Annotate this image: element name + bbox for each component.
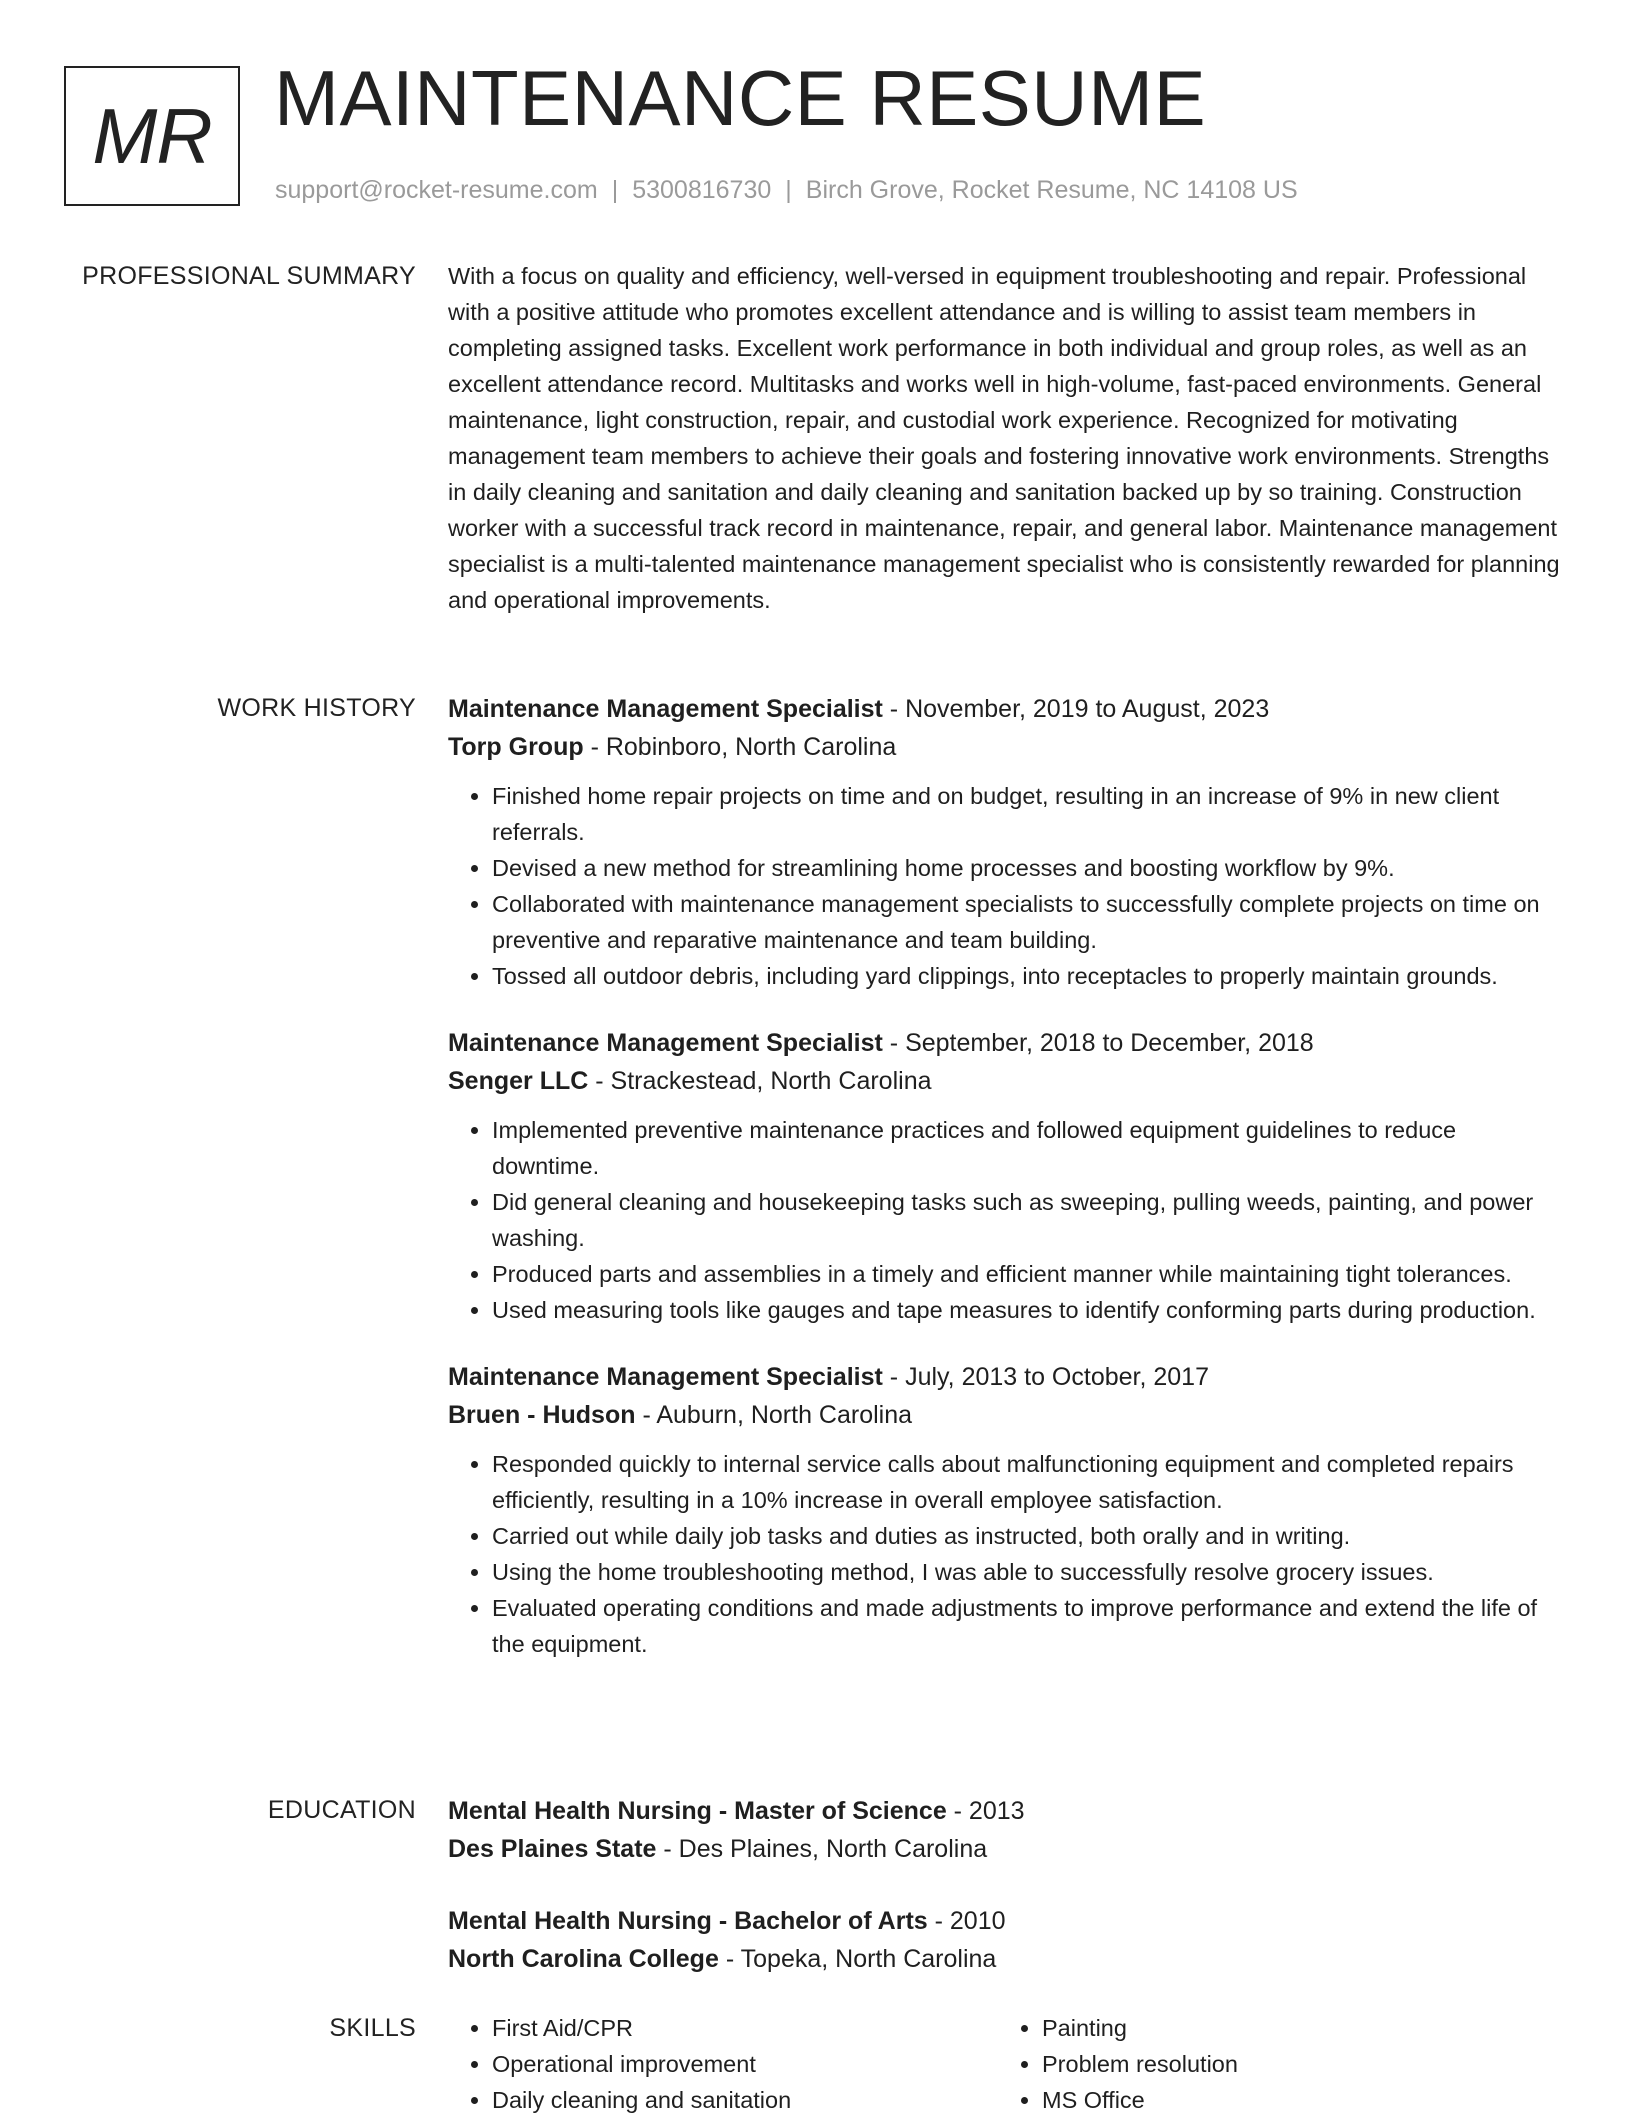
contact-line bbox=[275, 176, 1298, 205]
skills-grid bbox=[448, 2010, 1568, 2118]
education-entry bbox=[448, 1902, 1568, 1978]
contact-address: Birch Grove, Rocket Resume, NC 14108 US bbox=[805, 176, 1298, 204]
list-item: • Implemented preventive maintenance practices and followed equipment guidelines to reduce downtime. bbox=[492, 1112, 1568, 1184]
job-bullets bbox=[448, 1112, 1568, 1328]
list-item: • Devised a new method for streamlining home processes and boosting workflow by 9%. bbox=[492, 850, 1568, 886]
contact-email: support@rocket-resume.com bbox=[275, 176, 598, 204]
employer-line bbox=[448, 728, 1568, 766]
job-entry bbox=[448, 1024, 1568, 1328]
job-bullets bbox=[448, 778, 1568, 994]
school-name: Des Plaines State bbox=[448, 1835, 657, 1863]
job-dates: - November, 2019 to August, 2023 bbox=[882, 695, 1270, 723]
employer-location: - Strackestead, North Carolina bbox=[588, 1067, 932, 1095]
education-body bbox=[448, 1792, 1568, 2012]
employer-name: Bruen - Hudson bbox=[448, 1401, 636, 1429]
contact-separator: | bbox=[785, 176, 792, 204]
initials: MR bbox=[92, 91, 212, 180]
job-title: Maintenance Management Specialist bbox=[448, 1363, 883, 1391]
summary-label: PROFESSIONAL SUMMARY bbox=[82, 262, 416, 290]
list-item: • Using the home troubleshooting method, I was able to successfully resolve grocery issues. bbox=[492, 1554, 1568, 1590]
job-title-line bbox=[448, 1358, 1568, 1396]
list-item: • Produced parts and assemblies in a timely and efficient manner while maintaining tight tolerances. bbox=[492, 1256, 1568, 1292]
list-item: • Finished home repair projects on time and on budget, resulting in an increase of 9% in new client referrals. bbox=[492, 778, 1568, 850]
skills-column-left bbox=[448, 2010, 998, 2118]
list-item: • Did general cleaning and housekeeping tasks such as sweeping, pulling weeds, painting, and power washing. bbox=[492, 1184, 1568, 1256]
skills-column-right bbox=[998, 2010, 1548, 2118]
skills-label: SKILLS bbox=[329, 2014, 416, 2042]
school-line bbox=[448, 1830, 1568, 1868]
list-item: • Painting bbox=[1042, 2010, 1548, 2046]
job-title: Maintenance Management Specialist bbox=[448, 695, 883, 723]
list-item: • Responded quickly to internal service calls about malfunctioning equipment and completed repairs efficiently, resulting in a 10% increase in overall employee satisfaction. bbox=[492, 1446, 1568, 1518]
job-bullets bbox=[448, 1446, 1568, 1662]
employer-line bbox=[448, 1396, 1568, 1434]
list-item: • Operational improvement bbox=[492, 2046, 998, 2082]
skills-body bbox=[448, 2010, 1568, 2118]
school-name: North Carolina College bbox=[448, 1945, 719, 1973]
degree: Mental Health Nursing - Master of Science bbox=[448, 1797, 947, 1825]
school-location: - Des Plaines, North Carolina bbox=[656, 1835, 988, 1863]
work-history-body bbox=[448, 690, 1568, 1692]
degree: Mental Health Nursing - Bachelor of Arts bbox=[448, 1907, 928, 1935]
list-item: • Tossed all outdoor debris, including yard clippings, into receptacles to properly maintain grounds. bbox=[492, 958, 1568, 994]
employer-location: - Robinboro, North Carolina bbox=[583, 733, 897, 761]
list-item: • Evaluated operating conditions and made adjustments to improve performance and extend the life of the equipment. bbox=[492, 1590, 1568, 1662]
resume-title: MAINTENANCE RESUME bbox=[274, 54, 1207, 142]
job-entry bbox=[448, 1358, 1568, 1662]
degree-year: - 2010 bbox=[927, 1907, 1006, 1935]
contact-phone: 5300816730 bbox=[632, 176, 772, 204]
list-item: • Carried out while daily job tasks and duties as instructed, both orally and in writing. bbox=[492, 1518, 1568, 1554]
job-dates: - September, 2018 to December, 2018 bbox=[882, 1029, 1314, 1057]
employer-name: Senger LLC bbox=[448, 1067, 589, 1095]
degree-line bbox=[448, 1792, 1568, 1830]
job-title: Maintenance Management Specialist bbox=[448, 1029, 883, 1057]
employer-name: Torp Group bbox=[448, 733, 584, 761]
list-item: • First Aid/CPR bbox=[492, 2010, 998, 2046]
list-item: • Daily cleaning and sanitation bbox=[492, 2082, 998, 2118]
employer-line bbox=[448, 1062, 1568, 1100]
contact-separator: | bbox=[611, 176, 619, 204]
education-label: EDUCATION bbox=[267, 1796, 416, 1824]
school-line bbox=[448, 1940, 1568, 1978]
education-entry bbox=[448, 1792, 1568, 1868]
list-item: • Used measuring tools like gauges and tape measures to identify conforming parts during production. bbox=[492, 1292, 1568, 1328]
school-location: - Topeka, North Carolina bbox=[718, 1945, 997, 1973]
list-item: • MS Office bbox=[1042, 2082, 1548, 2118]
degree-line bbox=[448, 1902, 1568, 1940]
monogram-box bbox=[64, 66, 240, 206]
list-item: • Collaborated with maintenance management specialists to successfully complete projects on time on preventive and reparative maintenance and team building. bbox=[492, 886, 1568, 958]
job-title-line bbox=[448, 1024, 1568, 1062]
work-history-label: WORK HISTORY bbox=[217, 694, 416, 722]
job-dates: - July, 2013 to October, 2017 bbox=[882, 1363, 1209, 1391]
job-title-line bbox=[448, 690, 1568, 728]
job-entry bbox=[448, 690, 1568, 994]
employer-location: - Auburn, North Carolina bbox=[635, 1401, 913, 1429]
degree-year: - 2013 bbox=[946, 1797, 1025, 1825]
list-item: • Problem resolution bbox=[1042, 2046, 1548, 2082]
summary-text: With a focus on quality and efficiency, well-versed in equipment troubleshooting and repair. Professional with a positive attitude who promotes excellent attendance and is willing to assist team members in completing assigned tasks. Excellent work performance in both individual and group roles, as well as an excellent attendance record. Multitasks and works well in high-volume, fast-paced environments. General maintenance, light construction, repair, and custodial work experience. Recognized for motivating management team members to achieve their goals and fostering innovative work environments. Strengths in daily cleaning and sanitation and daily cleaning and sanitation backed up by so training. Construction worker with a successful track record in maintenance, repair, and general labor. Maintenance management specialist is a multi-talented maintenance management specialist who is consistently rewarded for planning and operational improvements. bbox=[448, 263, 1560, 613]
